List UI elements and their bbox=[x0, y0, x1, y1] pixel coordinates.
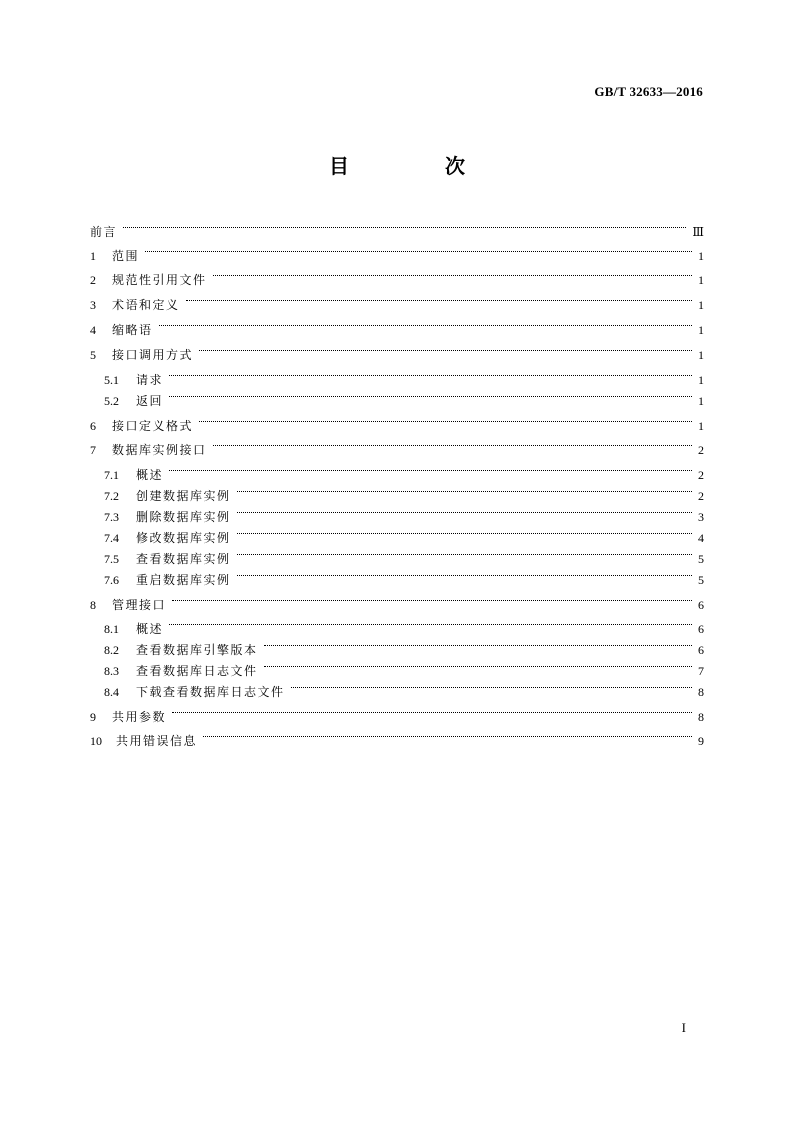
toc-entry-8-4[interactable] bbox=[104, 674, 704, 699]
toc-entry-label: 前言 bbox=[90, 225, 118, 239]
toc-entry-label: 请求 bbox=[136, 373, 164, 387]
toc-leader bbox=[237, 520, 692, 542]
toc-entry-number: 7.6 bbox=[104, 573, 119, 587]
toc-entry-page: 1 bbox=[698, 394, 704, 408]
toc-entry-8[interactable] bbox=[90, 587, 704, 612]
toc-entry-3[interactable] bbox=[90, 287, 704, 312]
toc-entry-label: 下载查看数据库日志文件 bbox=[136, 685, 285, 699]
toc-title: 目 次 bbox=[329, 154, 503, 178]
toc-entry-page: 2 bbox=[698, 489, 704, 503]
toc-entry-6[interactable] bbox=[90, 408, 704, 433]
toc-leader bbox=[172, 699, 692, 721]
toc-leader bbox=[199, 337, 692, 359]
toc-entry-number: 8.4 bbox=[104, 685, 119, 699]
toc-entry-number: 1 bbox=[90, 249, 96, 263]
toc-entry-label: 删除数据库实例 bbox=[136, 510, 231, 524]
toc-leader bbox=[169, 457, 692, 479]
toc-entry-label: 管理接口 bbox=[112, 598, 167, 612]
toc-entry-number: 5 bbox=[90, 348, 96, 362]
toc-leader bbox=[237, 541, 692, 563]
toc-entry-10[interactable] bbox=[90, 723, 704, 748]
toc-entry-label: 术语和定义 bbox=[112, 298, 180, 312]
toc-entry-label: 缩略语 bbox=[112, 323, 153, 337]
toc-entry-number: 3 bbox=[90, 298, 96, 312]
toc-entry-page: 1 bbox=[698, 348, 704, 362]
toc-entry-page: 3 bbox=[698, 510, 704, 524]
toc-entry-label: 重启数据库实例 bbox=[136, 573, 231, 587]
toc-entry-7-5[interactable] bbox=[104, 541, 704, 566]
toc-entry-number: 2 bbox=[90, 273, 96, 287]
toc-leader bbox=[186, 287, 692, 309]
toc-entry-preface[interactable] bbox=[90, 214, 704, 239]
toc-entry-label: 范围 bbox=[112, 249, 140, 263]
toc-entry-4[interactable] bbox=[90, 312, 704, 337]
toc-entry-number: 7.2 bbox=[104, 489, 119, 503]
toc-entry-number: 4 bbox=[90, 323, 96, 337]
toc-entry-7-1[interactable] bbox=[104, 457, 704, 482]
toc-leader bbox=[291, 674, 692, 696]
toc-entry-label: 创建数据库实例 bbox=[136, 489, 231, 503]
toc-leader bbox=[237, 478, 692, 500]
toc-entry-label: 数据库实例接口 bbox=[112, 443, 207, 457]
toc-leader bbox=[264, 632, 692, 654]
toc-entry-number: 5.1 bbox=[104, 373, 119, 387]
toc-entry-5-1[interactable] bbox=[104, 362, 704, 387]
toc-entry-label: 共用错误信息 bbox=[116, 734, 198, 748]
toc-entry-7-2[interactable] bbox=[104, 478, 704, 503]
toc-entry-number: 7.3 bbox=[104, 510, 119, 524]
toc-entry-label: 共用参数 bbox=[112, 710, 167, 724]
toc-entry-8-2[interactable] bbox=[104, 632, 704, 657]
toc-entry-7[interactable] bbox=[90, 432, 704, 457]
toc-entry-7-6[interactable] bbox=[104, 562, 704, 587]
toc-leader bbox=[237, 562, 692, 584]
toc-entry-page: 2 bbox=[698, 468, 704, 482]
toc-entry-number: 7 bbox=[90, 443, 96, 457]
toc-entry-page: 5 bbox=[698, 552, 704, 566]
toc-entry-page: 1 bbox=[698, 249, 704, 263]
toc-entry-page: 5 bbox=[698, 573, 704, 587]
toc-leader bbox=[123, 214, 686, 236]
toc-entry-page: 6 bbox=[698, 622, 704, 636]
toc-entry-page: 1 bbox=[698, 373, 704, 387]
standard-code: GB/T 32633—2016 bbox=[594, 84, 703, 99]
toc-entry-page: 6 bbox=[698, 643, 704, 657]
toc-entry-7-3[interactable] bbox=[104, 499, 704, 524]
toc-entry-label: 查看数据库实例 bbox=[136, 552, 231, 566]
toc-entry-8-1[interactable] bbox=[104, 611, 704, 636]
toc-entry-label: 查看数据库日志文件 bbox=[136, 664, 258, 678]
toc-entry-label: 概述 bbox=[136, 468, 164, 482]
toc-entry-page: 1 bbox=[698, 273, 704, 287]
toc-leader bbox=[169, 362, 692, 384]
toc-entry-page: 2 bbox=[698, 443, 704, 457]
toc-entry-number: 8.3 bbox=[104, 664, 119, 678]
toc-entry-page: 9 bbox=[698, 734, 704, 748]
toc-entry-page: 7 bbox=[698, 664, 704, 678]
toc-entry-page: 1 bbox=[698, 419, 704, 433]
toc-entry-label: 接口定义格式 bbox=[112, 419, 194, 433]
page-number: I bbox=[681, 1020, 686, 1035]
toc-entry-page: Ⅲ bbox=[692, 225, 704, 239]
toc-leader bbox=[213, 432, 692, 454]
toc-entry-page: 8 bbox=[698, 710, 704, 724]
toc-entry-9[interactable] bbox=[90, 699, 704, 724]
toc-entry-number: 7.1 bbox=[104, 468, 119, 482]
toc-entry-label: 概述 bbox=[136, 622, 164, 636]
toc-entry-number: 8.1 bbox=[104, 622, 119, 636]
toc-entry-5-2[interactable] bbox=[104, 383, 704, 408]
toc-entry-number: 8.2 bbox=[104, 643, 119, 657]
toc-entry-label: 查看数据库引擎版本 bbox=[136, 643, 258, 657]
toc-entry-page: 1 bbox=[698, 298, 704, 312]
toc-entry-2[interactable] bbox=[90, 262, 704, 287]
toc-entry-number: 7.4 bbox=[104, 531, 119, 545]
toc-entry-label: 返回 bbox=[136, 394, 164, 408]
toc-leader bbox=[237, 499, 692, 521]
toc-leader bbox=[169, 611, 692, 633]
toc-entry-number: 10 bbox=[90, 734, 102, 748]
toc-entry-number: 9 bbox=[90, 710, 96, 724]
toc-entry-page: 1 bbox=[698, 323, 704, 337]
toc-entry-label: 接口调用方式 bbox=[112, 348, 194, 362]
toc-leader bbox=[199, 408, 692, 430]
toc-leader bbox=[159, 312, 692, 334]
toc-entry-1[interactable] bbox=[90, 238, 704, 263]
toc-entry-number: 8 bbox=[90, 598, 96, 612]
toc-leader bbox=[213, 262, 692, 284]
toc-entry-number: 6 bbox=[90, 419, 96, 433]
toc-leader bbox=[169, 383, 692, 405]
toc-leader bbox=[203, 723, 692, 745]
toc-entry-5[interactable] bbox=[90, 337, 704, 362]
toc-entry-number: 5.2 bbox=[104, 394, 119, 408]
toc-leader bbox=[145, 238, 692, 260]
toc-entry-label: 修改数据库实例 bbox=[136, 531, 231, 545]
toc-entry-number: 7.5 bbox=[104, 552, 119, 566]
toc-entry-label: 规范性引用文件 bbox=[112, 273, 207, 287]
toc-leader bbox=[264, 653, 692, 675]
toc-entry-page: 8 bbox=[698, 685, 704, 699]
toc-entry-8-3[interactable] bbox=[104, 653, 704, 678]
toc-leader bbox=[172, 587, 692, 609]
toc-entry-7-4[interactable] bbox=[104, 520, 704, 545]
toc-entry-page: 4 bbox=[698, 531, 704, 545]
toc-entry-page: 6 bbox=[698, 598, 704, 612]
